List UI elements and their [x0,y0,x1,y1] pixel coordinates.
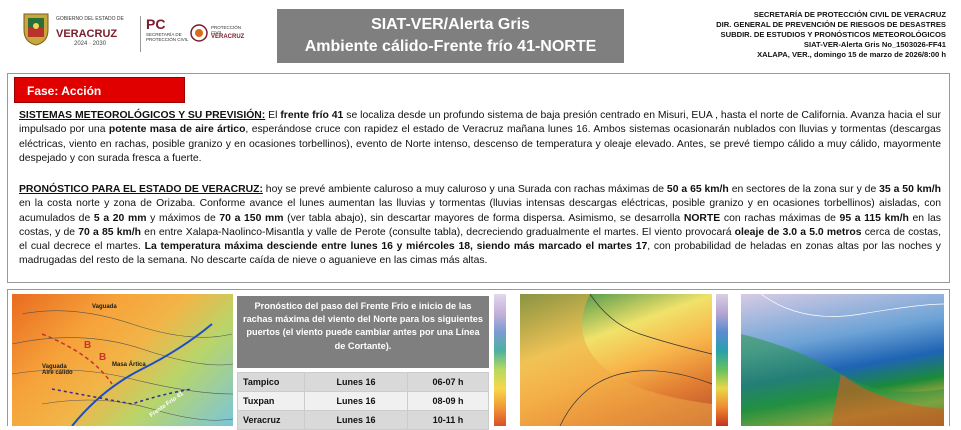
p2-text: en sectores de la zona sur y de [728,184,880,195]
p1-bold: potente masa de aire ártico [108,124,246,136]
alert-title [277,9,624,63]
p2-bold: 95 a 115 km/h [839,212,909,224]
p2-bold: 35 a 50 km/h [879,184,942,195]
pc-line1: PROTECCIÓN CIVIL [146,37,189,42]
p2-text: cerca de costas, el cual decrece el martes. [19,226,941,253]
p2-bold: La temperatura máxima desciende entre lunes 16 y miércoles 18, siendo más marcado el martes 17 [144,241,648,253]
title-line-1: SIAT-VER/Alerta Gris [371,16,530,33]
meta-line-2: DIR. GENERAL DE PREVENCIÓN DE RIESGOS DE DESASTRES [716,20,946,29]
port-day: Lunes 16 [305,373,408,392]
p1-bold: frente frío 41 [280,110,344,121]
state-forecast-paragraph [19,183,941,269]
port-name: Tuxpan [238,392,305,411]
port-time: 10-11 h [408,411,489,430]
meta-line-3: SUBDIR. DE ESTUDIOS Y PRONÓSTICOS METEOROLÓGICOS [720,30,946,39]
map-low-b2: B [99,352,107,363]
title-line-2: Ambiente cálido-Frente frío 41-NORTE [304,38,597,55]
gov-name: VERACRUZ [56,28,118,40]
port-time: 08-09 h [408,392,489,411]
gov-line: GOBIERNO DEL ESTADO DE [56,16,124,22]
p2-text: con rachas máximas de [720,212,840,224]
p2-bold: 5 a 20 mm [93,212,147,224]
map-label-vaguada-left: Vaguada Aire cálido [42,364,73,376]
proteccion-text [211,25,250,40]
ports-forecast-header: Pronóstico del paso del Frente Frío e inicio de las rachas máxima del viento del Norte para los siguientes puertos (el viento puede cambiar antes por una Línea de Cortante). [237,296,489,368]
ports-table [237,372,489,430]
p2-text: en la costa norte y zona de Orizaba. Conforme avance el lunes aumentan las lluvias y tormentas (lluvias intensas descargas eléctricas, posible granizo y en ocasiones torbellinos) aisladas, con acumulados de [19,198,941,224]
p1-text: , esperándose cruce con rapidez el estado de Veracruz mañana lunes 16. Ambos sistemas ocasionarán nublados con lluvias y tormentas (descargas eléctricas, viento en rachas, posible granizo y en ocasiones torbellinos), evento de Norte intenso, descenso de temperatura y oleaje elevado. Antes, se prevé tiempo cálido a muy cálido, mayormente despejado y con surada fresca a fuerte. [19,124,941,164]
p1-text: El [265,110,281,121]
p2-text: (ver tabla abajo), sin descartar mayores de forma dispersa. Asimismo, se desarrolla [283,212,684,224]
rain-accumulation-map [741,294,944,426]
p2-bold: NORTE [683,212,721,224]
meta-line-5: XALAPA, VER., domingo 15 de marzo de 2026/8:00 h [757,50,946,59]
p2-text: , con probabilidad de heladas en zonas altas por las noches y madrugadas del resto de la semana. No descarte caída de nieve o aguanieve en las cimas más altas. [19,241,941,267]
p2-text: hoy se prevé ambiente caluroso a muy caluroso y una Surada con rachas máximas de [262,184,667,195]
issuer-meta [616,10,946,60]
gov-years: 2024 · 2030 [74,41,107,47]
port-name: Tampico [238,373,305,392]
table-row [238,411,489,430]
pc-logo [140,16,194,52]
p2-bold: 70 a 85 km/h [78,226,141,238]
p2-bold: oleaje de 3.0 a 5.0 metros [734,226,862,238]
p1-text: se localiza desde un profundo sistema de baja presión centrado en Misuri, EUA , hasta el norte de California. Avanza hacia el sur impulsado por una [19,110,942,136]
fase-badge: Fase: Acción [14,77,185,103]
meta-line-4: SIAT-VER-Alerta Gris No_1503026-FF41 [803,40,946,49]
map-label-frente: Frente Frío 41 [148,391,185,419]
proteccion-logo [190,16,250,52]
pc-line2: SECRETARÍA DE [146,32,182,37]
table-row [238,373,489,392]
veracruz-shield-icon [22,12,50,46]
map-low-b1: B [84,340,92,351]
p1-heading: SISTEMAS METEOROLÓGICOS Y SU PREVISIÓN: [19,110,266,121]
rain-map-shapes [741,294,944,426]
wind-gust-map [520,294,712,426]
table-row [238,392,489,411]
header [0,0,961,72]
color-scale-left [494,294,506,426]
map-label-masa-artica: Masa Ártica [112,362,146,368]
p2-bold: 50 a 65 km/h [666,184,729,195]
proteccion-seal-icon [190,24,208,42]
prot-line2: VERACRUZ [211,34,245,40]
port-day: Lunes 16 [305,392,408,411]
color-scale-right [716,294,728,426]
p2-text: en las costas, y de [19,212,942,238]
meteorological-systems-paragraph [19,109,941,166]
synoptic-map-lines [12,294,233,426]
map-label-vaguada-top: Vaguada [92,304,117,310]
p2-bold: 70 a 150 mm [219,212,284,224]
wind-map-shapes [520,294,712,426]
port-day: Lunes 16 [305,411,408,430]
government-logos [22,10,245,62]
pc-title: PC [146,16,166,32]
prot-line1: PROTECCIÓN CIVIL [211,25,242,35]
p2-text: en entre Xalapa-Naolinco-Misantla y valle de Perote (consulte tabla), decreciendo gradualmente el martes. El viento provocará [140,226,735,238]
port-name: Veracruz [238,411,305,430]
p2-heading: PRONÓSTICO PARA EL ESTADO DE VERACRUZ: [19,184,263,195]
port-time: 06-07 h [408,373,489,392]
p2-text: y máximos de [146,212,220,224]
synoptic-map [12,294,233,426]
meta-line-1: SECRETARÍA DE PROTECCIÓN CIVIL DE VERACRUZ [753,10,946,19]
